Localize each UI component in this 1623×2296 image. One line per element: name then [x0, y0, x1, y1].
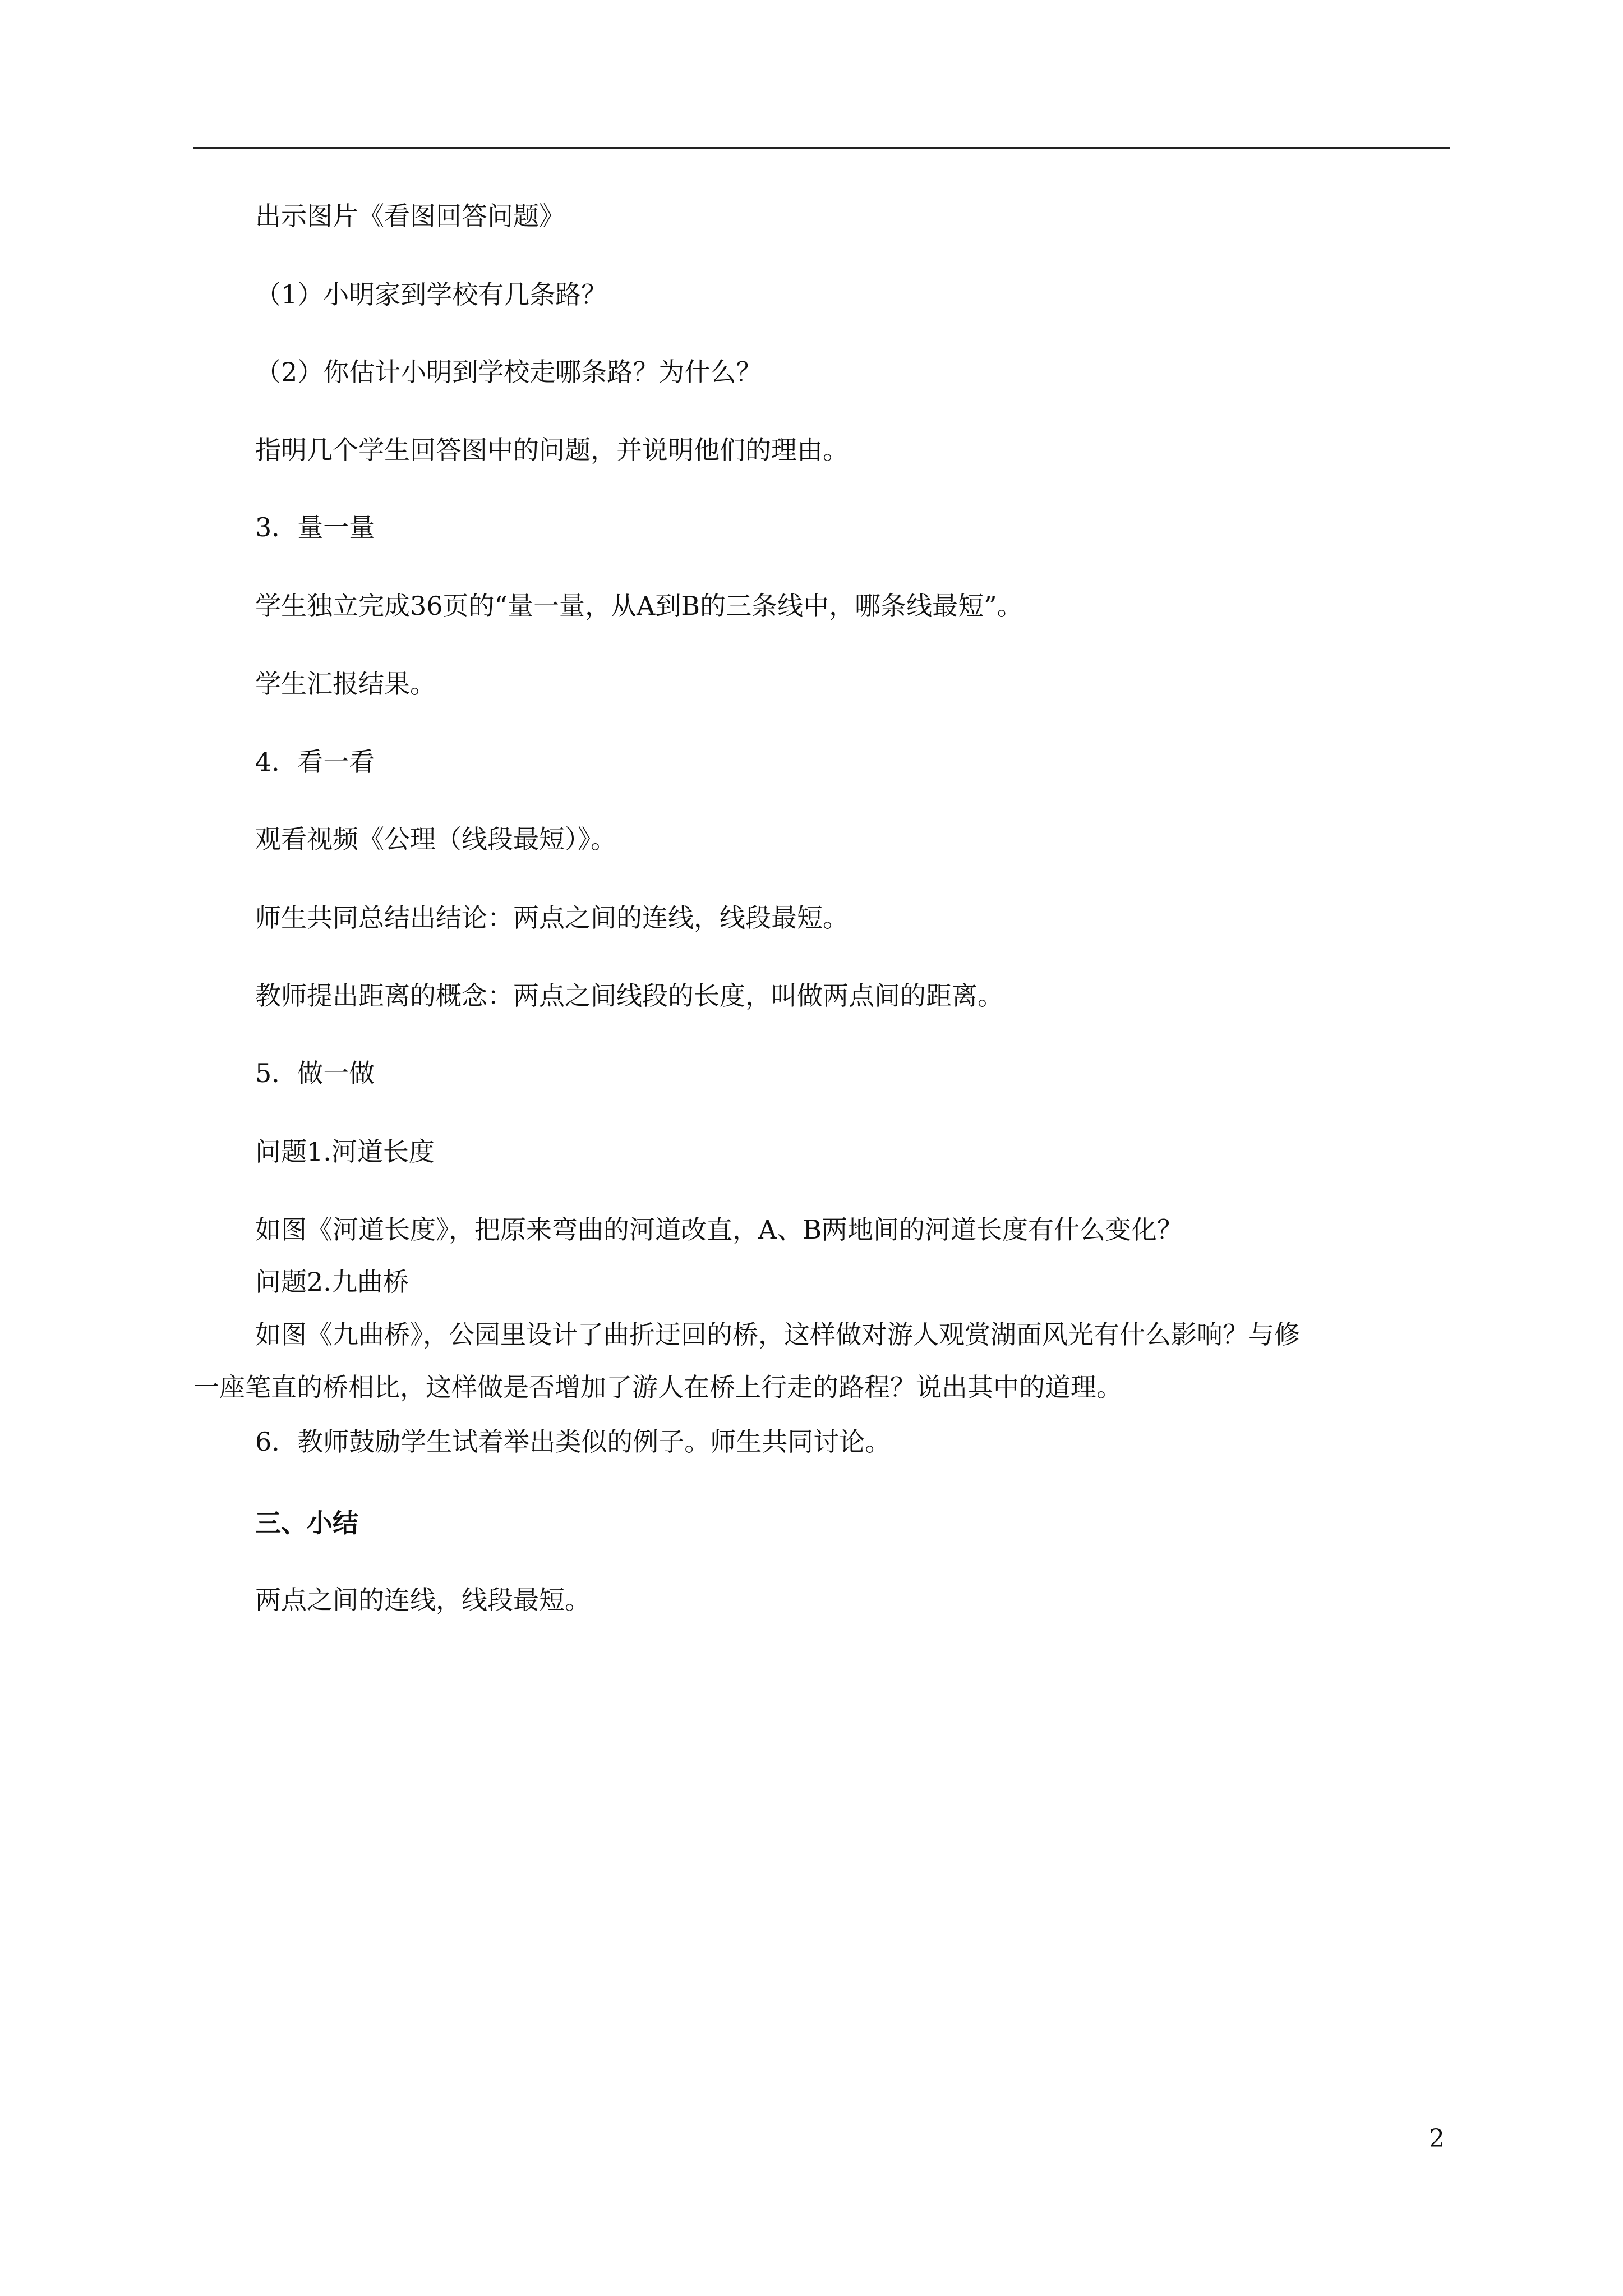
text-line: 师生共同总结出结论：两点之间的连线，线段最短。: [255, 903, 849, 933]
page-number: 2: [1429, 2124, 1445, 2153]
text-line: 学生汇报结果。: [255, 669, 436, 699]
text-line: 指明几个学生回答图中的问题，并说明他们的理由。: [255, 435, 849, 465]
text-line: 学生独立完成36页的“量一量，从A到B的三条线中，哪条线最短”。: [255, 591, 1023, 621]
section-heading: 5．做一做: [255, 1058, 375, 1088]
text-line: 两点之间的连线，线段最短。: [255, 1585, 591, 1615]
text-line: 教师提出距离的概念：两点之间线段的长度，叫做两点间的距离。: [255, 981, 1003, 1011]
text-line: 出示图片《看图回答问题》: [255, 201, 565, 231]
text-line: 如图《九曲桥》，公园里设计了曲折迂回的桥，这样做对游人观赏湖面风光有什么影响？与修: [255, 1319, 1300, 1350]
text-line: 观看视频《公理（线段最短）》。: [255, 824, 616, 854]
text-line: 问题1.河道长度: [255, 1137, 435, 1167]
text-line: 6．教师鼓励学生试着举出类似的例子。师生共同讨论。: [255, 1427, 891, 1457]
section-heading: 3．量一量: [255, 512, 375, 542]
text-line: （1）小明家到学校有几条路？: [255, 279, 607, 310]
text-line: 一座笔直的桥相比，这样做是否增加了游人在桥上行走的路程？说出其中的道理。: [193, 1372, 1122, 1402]
text-line: （2）你估计小明到学校走哪条路？为什么？: [255, 357, 762, 387]
section-heading: 4．看一看: [255, 747, 375, 777]
text-line: 问题2.九曲桥: [255, 1267, 409, 1297]
text-line: 如图《河道长度》，把原来弯曲的河道改直，A、B两地间的河道长度有什么变化？: [255, 1214, 1183, 1245]
section-heading-summary: 三、小结: [255, 1508, 358, 1538]
header-rule: [193, 147, 1450, 149]
